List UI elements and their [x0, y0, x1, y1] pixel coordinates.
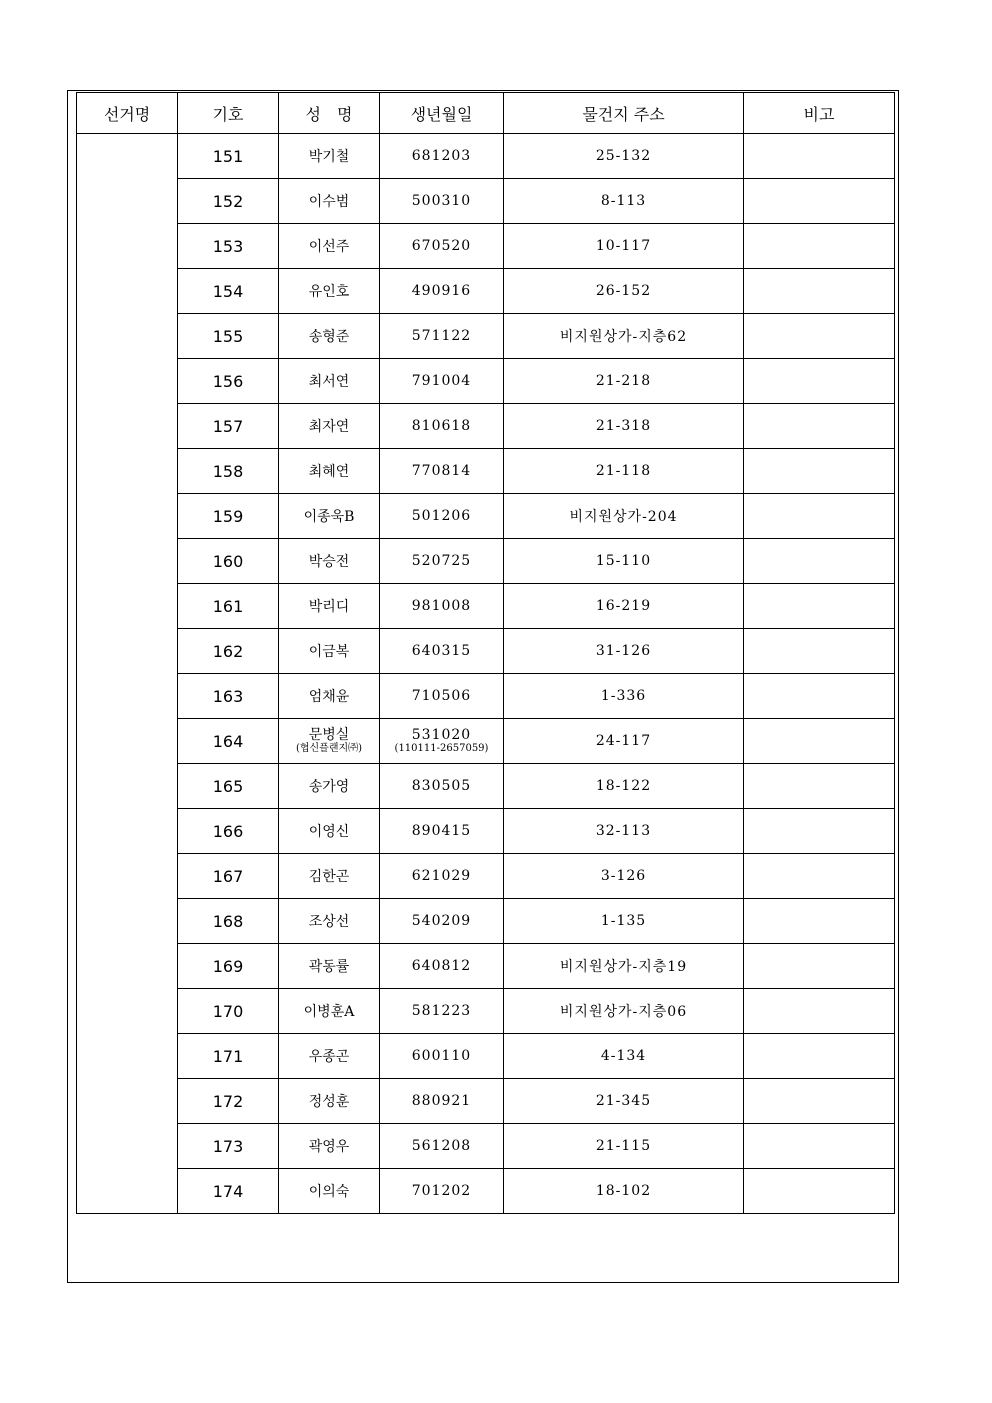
number-cell: 156: [178, 359, 279, 404]
address-cell: 1-336: [504, 674, 744, 719]
note-cell: [744, 989, 895, 1034]
candidate-table: [76, 92, 895, 1214]
address-cell: 21-345: [504, 1079, 744, 1124]
table-row: [77, 359, 895, 404]
address-cell: 비지원상가-지층19: [504, 944, 744, 989]
table-row: [77, 494, 895, 539]
address-cell: 10-117: [504, 224, 744, 269]
number-cell: 157: [178, 404, 279, 449]
number-cell: 151: [178, 134, 279, 179]
note-cell: [744, 1079, 895, 1124]
address-cell: 21-118: [504, 449, 744, 494]
number-cell: 165: [178, 764, 279, 809]
number-cell: 170: [178, 989, 279, 1034]
note-cell: [744, 269, 895, 314]
number-cell: 174: [178, 1169, 279, 1214]
table-row: [77, 1079, 895, 1124]
note-cell: [744, 134, 895, 179]
note-cell: [744, 359, 895, 404]
birth-cell: 640812: [380, 944, 504, 989]
name-cell-sub: (협신플랜지㈜): [295, 743, 363, 754]
birth-cell: 701202: [380, 1169, 504, 1214]
name-cell: 김한곤: [279, 854, 380, 899]
address-cell: 26-152: [504, 269, 744, 314]
table-row: [77, 1034, 895, 1079]
number-cell: 152: [178, 179, 279, 224]
address-cell: 3-126: [504, 854, 744, 899]
name-cell: 박승전: [279, 539, 380, 584]
table-row: [77, 449, 895, 494]
note-cell: [744, 764, 895, 809]
birth-cell: 581223: [380, 989, 504, 1034]
table-row: [77, 719, 895, 764]
note-cell: [744, 539, 895, 584]
birth-cell: 501206: [380, 494, 504, 539]
address-cell: 21-318: [504, 404, 744, 449]
number-cell: 158: [178, 449, 279, 494]
note-cell: [744, 1034, 895, 1079]
address-cell: 8-113: [504, 179, 744, 224]
name-cell: 우종곤: [279, 1034, 380, 1079]
name-cell: 조상선: [279, 899, 380, 944]
note-cell: [744, 854, 895, 899]
address-cell: 비지원상가-지층06: [504, 989, 744, 1034]
table-row: [77, 1124, 895, 1169]
birth-cell: 770814: [380, 449, 504, 494]
name-cell: 이영신: [279, 809, 380, 854]
name-cell: 이수범: [279, 179, 380, 224]
note-cell: [744, 1169, 895, 1214]
name-cell: 정성훈: [279, 1079, 380, 1124]
birth-cell: 890415: [380, 809, 504, 854]
number-cell: 160: [178, 539, 279, 584]
table-row: [77, 584, 895, 629]
note-cell: [744, 899, 895, 944]
number-cell: 159: [178, 494, 279, 539]
table-row: [77, 1169, 895, 1214]
birth-cell: 791004: [380, 359, 504, 404]
table-row: [77, 989, 895, 1034]
number-cell: 166: [178, 809, 279, 854]
number-cell: 161: [178, 584, 279, 629]
name-cell: 최혜연: [279, 449, 380, 494]
birth-cell: 540209: [380, 899, 504, 944]
name-cell: 이병훈A: [279, 989, 380, 1034]
note-cell: [744, 1124, 895, 1169]
birth-cell: 621029: [380, 854, 504, 899]
number-cell: 169: [178, 944, 279, 989]
birth-cell: 810618: [380, 404, 504, 449]
header-district: 선거명: [77, 93, 178, 134]
address-cell: 4-134: [504, 1034, 744, 1079]
number-cell: 154: [178, 269, 279, 314]
name-cell: [279, 719, 380, 764]
table-row: [77, 674, 895, 719]
table-row: [77, 269, 895, 314]
birth-cell: [380, 719, 504, 764]
table-row: [77, 404, 895, 449]
note-cell: [744, 944, 895, 989]
header-number: 기호: [178, 93, 279, 134]
birth-cell: 520725: [380, 539, 504, 584]
table-body: [77, 134, 895, 1214]
name-cell: 박리디: [279, 584, 380, 629]
address-cell: 16-219: [504, 584, 744, 629]
table-row: [77, 944, 895, 989]
birth-cell-main: 531020: [411, 727, 472, 743]
number-cell: 171: [178, 1034, 279, 1079]
district-cell: [77, 134, 178, 1214]
number-cell: 155: [178, 314, 279, 359]
address-cell: 31-126: [504, 629, 744, 674]
header-birth: 생년월일: [380, 93, 504, 134]
address-cell: 21-115: [504, 1124, 744, 1169]
table-row: [77, 809, 895, 854]
name-cell: 이의숙: [279, 1169, 380, 1214]
address-cell: 비지원상가-지층62: [504, 314, 744, 359]
address-cell: 18-102: [504, 1169, 744, 1214]
number-cell: 164: [178, 719, 279, 764]
note-cell: [744, 224, 895, 269]
name-cell: 최서연: [279, 359, 380, 404]
table-row: [77, 179, 895, 224]
birth-cell: 500310: [380, 179, 504, 224]
name-cell: 최자연: [279, 404, 380, 449]
birth-cell: 880921: [380, 1079, 504, 1124]
name-cell: 이종욱B: [279, 494, 380, 539]
birth-cell: 571122: [380, 314, 504, 359]
name-cell: 곽동률: [279, 944, 380, 989]
table-row: [77, 224, 895, 269]
note-cell: [744, 674, 895, 719]
note-cell: [744, 314, 895, 359]
address-cell: 15-110: [504, 539, 744, 584]
number-cell: 153: [178, 224, 279, 269]
name-cell: 이선주: [279, 224, 380, 269]
birth-cell: 681203: [380, 134, 504, 179]
name-cell: 곽영우: [279, 1124, 380, 1169]
address-cell: 24-117: [504, 719, 744, 764]
birth-cell: 640315: [380, 629, 504, 674]
note-cell: [744, 629, 895, 674]
birth-cell: 561208: [380, 1124, 504, 1169]
birth-cell: 830505: [380, 764, 504, 809]
table-row: [77, 539, 895, 584]
table-row: [77, 854, 895, 899]
note-cell: [744, 584, 895, 629]
birth-cell: 981008: [380, 584, 504, 629]
note-cell: [744, 494, 895, 539]
address-cell: 비지원상가-204: [504, 494, 744, 539]
note-cell: [744, 719, 895, 764]
table-row: [77, 134, 895, 179]
name-cell: 엄채윤: [279, 674, 380, 719]
name-cell: 송형준: [279, 314, 380, 359]
address-cell: 18-122: [504, 764, 744, 809]
note-cell: [744, 449, 895, 494]
name-cell: 이금복: [279, 629, 380, 674]
birth-cell-sub: (110111-2657059): [394, 743, 489, 754]
number-cell: 162: [178, 629, 279, 674]
header-note: 비고: [744, 93, 895, 134]
header-row: [77, 93, 895, 134]
note-cell: [744, 404, 895, 449]
birth-cell: 490916: [380, 269, 504, 314]
birth-cell: 670520: [380, 224, 504, 269]
table-row: [77, 629, 895, 674]
address-cell: 1-135: [504, 899, 744, 944]
header-address: 물건지 주소: [504, 93, 744, 134]
note-cell: [744, 179, 895, 224]
name-cell: 송가영: [279, 764, 380, 809]
table-row: [77, 899, 895, 944]
header-name: 성 명: [279, 93, 380, 134]
address-cell: 21-218: [504, 359, 744, 404]
name-cell-main: 문병실: [308, 727, 350, 743]
number-cell: 163: [178, 674, 279, 719]
number-cell: 172: [178, 1079, 279, 1124]
address-cell: 32-113: [504, 809, 744, 854]
name-cell: 박기철: [279, 134, 380, 179]
number-cell: 168: [178, 899, 279, 944]
table-row: [77, 764, 895, 809]
name-cell: 유인호: [279, 269, 380, 314]
note-cell: [744, 809, 895, 854]
number-cell: 173: [178, 1124, 279, 1169]
birth-cell: 600110: [380, 1034, 504, 1079]
number-cell: 167: [178, 854, 279, 899]
table-row: [77, 314, 895, 359]
address-cell: 25-132: [504, 134, 744, 179]
birth-cell: 710506: [380, 674, 504, 719]
